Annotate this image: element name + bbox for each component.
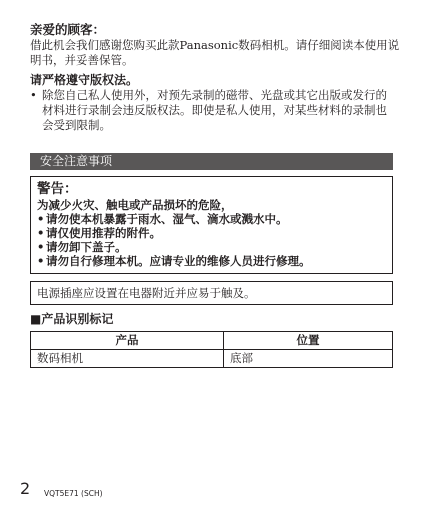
table-cell-location: 底部 [224, 350, 393, 368]
bullet-icon: • [37, 226, 45, 240]
copyright-item [30, 88, 398, 133]
page-number: 2 [20, 479, 31, 498]
warning-item-text: 请仅使用推荐的附件。 [46, 226, 161, 240]
model-code: VQT5E71 (SCH) [44, 489, 103, 498]
warning-list [37, 212, 386, 268]
identification-heading: ■产品识别标记 [30, 312, 114, 326]
copyright-list [30, 88, 398, 133]
column-header-location: 位置 [224, 332, 393, 350]
table-cell-product: 数码相机 [31, 350, 224, 368]
copyright-item-text: 除您自己私人使用外，对预先录制的磁带、光盘或其它出版或发行的材料进行录制会违反版权法。即使是私人使用，对某些材料的录制也会受到限制。 [42, 88, 387, 132]
safety-section-heading: 安全注意事项 [30, 153, 393, 170]
bullet-icon: • [37, 254, 45, 268]
greeting-title: 亲爱的顾客： [30, 22, 106, 37]
copyright-title: 请严格遵守版权法。 [30, 73, 139, 87]
warning-item-text: 请勿卸下盖子。 [46, 240, 127, 254]
bullet-icon: • [37, 240, 45, 254]
warning-box [30, 176, 393, 274]
table-header-row [31, 332, 393, 350]
warning-item-text: 请勿使本机暴露于雨水、湿气、滴水或溅水中。 [46, 212, 288, 226]
column-header-product: 产品 [31, 332, 224, 350]
warning-title: 警告： [37, 181, 78, 197]
bullet-icon: • [30, 88, 37, 102]
table-row [31, 350, 393, 368]
greeting-body: 借此机会我们感谢您购买此款Panasonic数码相机。请仔细阅读本使用说明书，并妥善保管。 [30, 38, 400, 67]
warning-subtitle: 为减少火灾、触电或产品损坏的危险， [37, 198, 233, 212]
warning-item [37, 254, 386, 268]
warning-item [37, 240, 386, 254]
warning-item-text: 请勿自行修理本机。应请专业的维修人员进行修理。 [46, 254, 311, 268]
outlet-note-box: 电源插座应设置在电器附近并应易于触及。 [30, 281, 393, 305]
warning-item [37, 212, 386, 226]
identification-table [30, 331, 393, 368]
warning-item [37, 226, 386, 240]
bullet-icon: • [37, 212, 45, 226]
